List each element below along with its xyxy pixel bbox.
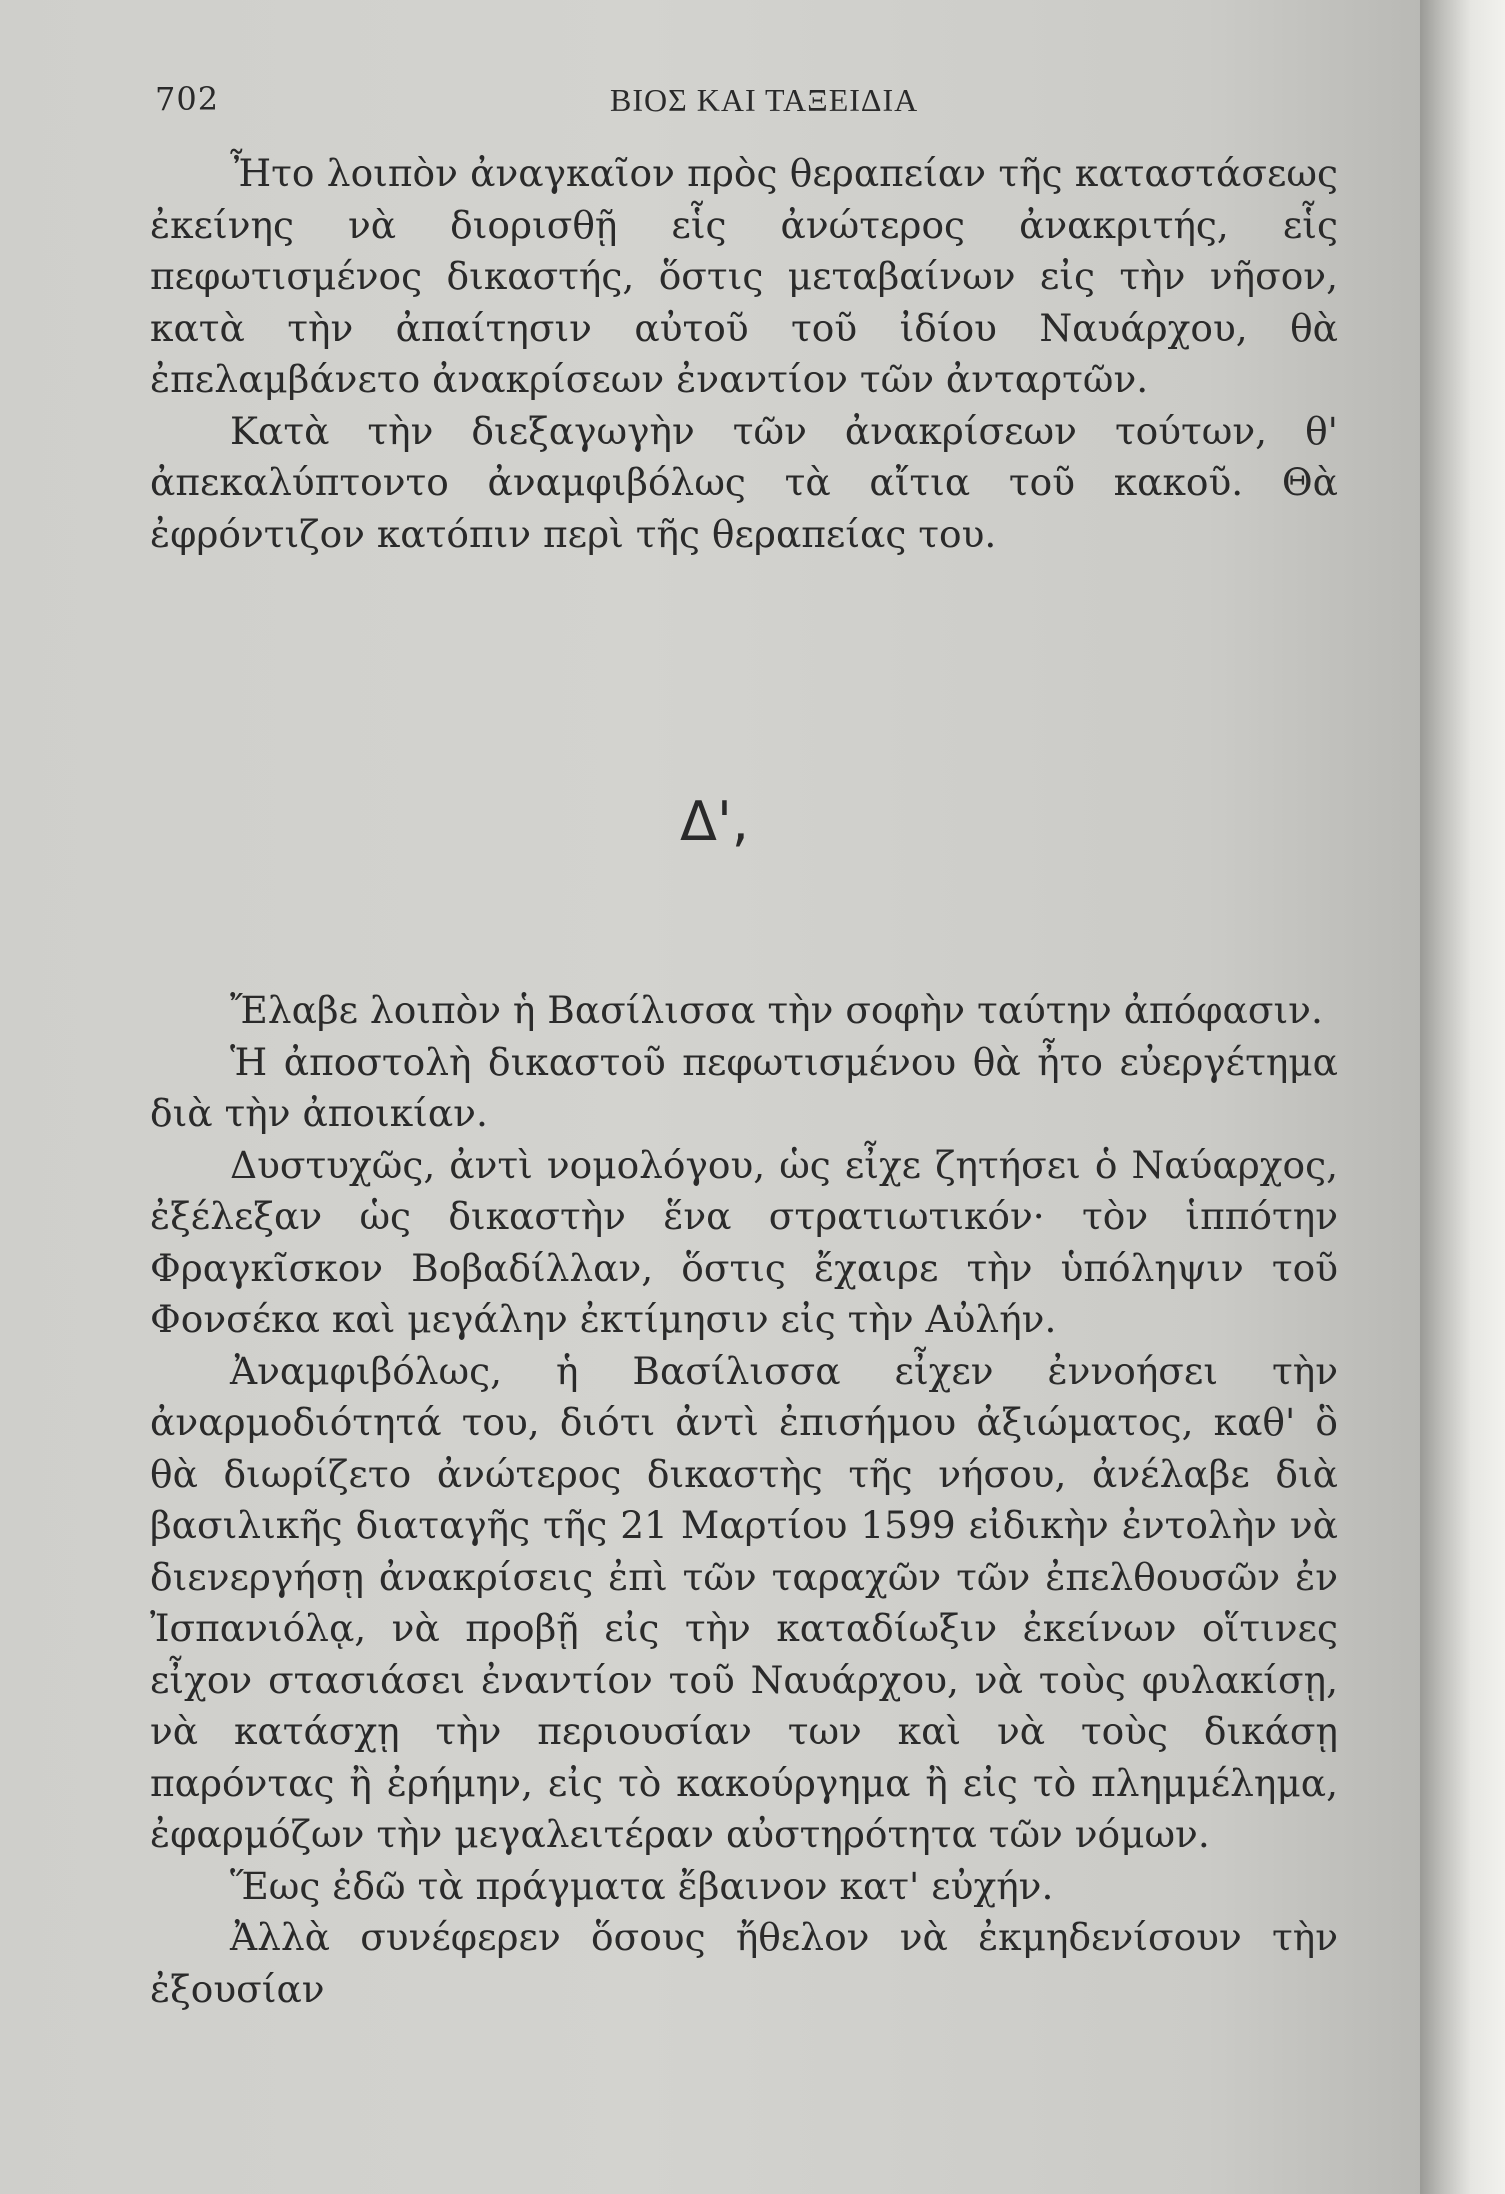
paragraph: Ἔλαβε λοιπὸν ἡ Βασίλισσα τὴν σοφὴν ταύτην ἀπόφασιν. [230, 988, 1323, 1032]
page-gutter [1420, 0, 1505, 2194]
paragraph: Ἀλλὰ συνέφερεν ὅσους ἤθελον νὰ ἐκμηδενίσουν τὴν ἐξουσίαν [150, 1915, 1338, 2011]
page-header [150, 80, 1330, 130]
page-number: 702 [155, 80, 220, 118]
paragraph: Κατὰ τὴν διεξαγωγὴν τῶν ἀνακρίσεων τούτων, θ' ἀπεκαλύπτοντο ἀναμφιβόλως τὰ αἴτια τοῦ κακοῦ. Θὰ ἐφρόντιζον κατόπιν περὶ τῆς θεραπείας του. [150, 408, 1338, 556]
paragraph: Δυστυχῶς, ἀντὶ νομολόγου, ὡς εἶχε ζητήσει ὁ Ναύαρχος, ἐξέλεξαν ὡς δικαστὴν ἕνα στρατιωτικόν· τὸν ἱππότην Φραγκῖσκον Βοβαδίλλαν, ὅστις ἔχαιρε τὴν ὑπόληψιν τοῦ Φονσέκα καὶ μεγάλην ἐκτίμησιν εἰς τὴν Αὐλήν. [150, 1142, 1338, 1341]
paragraph: Ἀναμφιβόλως, ἡ Βασίλισσα εἶχεν ἐννοήσει τὴν ἀναρμοδιότητά του, διότι ἀντὶ ἐπισήμου ἀξιώματος, καθ' ὃ θὰ διωρίζετο ἀνώτερος δικαστὴς τῆς νήσου, ἀνέλαβε διὰ βασιλικῆς διαταγῆς τῆς 21 Μαρτίου 1599 εἰδικὴν ἐντολὴν νὰ διενεργήσῃ ἀνακρίσεις ἐπὶ τῶν ταραχῶν τῶν ἐπελθουσῶν ἐν Ἰσπανιόλᾳ, νὰ προβῇ εἰς τὴν καταδίωξιν ἐκείνων οἵτινες εἶχον στασιάσει ἐναντίον τοῦ Ναυάρχου, νὰ τοὺς φυλακίσῃ, νὰ κατάσχῃ τὴν περιουσίαν των καὶ νὰ τοὺς δικάσῃ παρόντας ἢ ἐρήμην, εἰς τὸ κακούργημα ἢ εἰς τὸ πλημμέλημα, ἐφαρμόζων τὴν μεγαλειτέραν αὐστηρότητα τῶν νόμων. [150, 1348, 1338, 1856]
running-head: ΒΙΟΣ ΚΑΙ ΤΑΞΕΙΔΙΑ [610, 82, 919, 118]
paragraph: Ἦτο λοιπὸν ἀναγκαῖον πρὸς θεραπείαν τῆς καταστάσεως ἐκείνης νὰ διορισθῇ εἷς ἀνώτερος ἀνακριτής, εἷς πεφωτισμένος δικαστής, ὅστις μεταβαίνων εἰς τὴν νῆσον, κατὰ τὴν ἀπαίτησιν αὐτοῦ τοῦ ἰδίου Ναυάρχου, θὰ ἐπελαμβάνετο ἀνακρίσεων ἐναντίον τῶν ἀνταρτῶν. [150, 151, 1338, 401]
section-mark: Δ', [680, 790, 749, 853]
paragraph: Ἕως ἐδῶ τὰ πράγματα ἔβαινον κατ' εὐχήν. [230, 1863, 1054, 1908]
text-before-section [150, 148, 1338, 560]
paragraph: Ἡ ἀποστολὴ δικαστοῦ πεφωτισμένου θὰ ἦτο εὐεργέτημα διὰ τὴν ἀποικίαν. [150, 1039, 1338, 1135]
text-after-section [150, 985, 1338, 2015]
